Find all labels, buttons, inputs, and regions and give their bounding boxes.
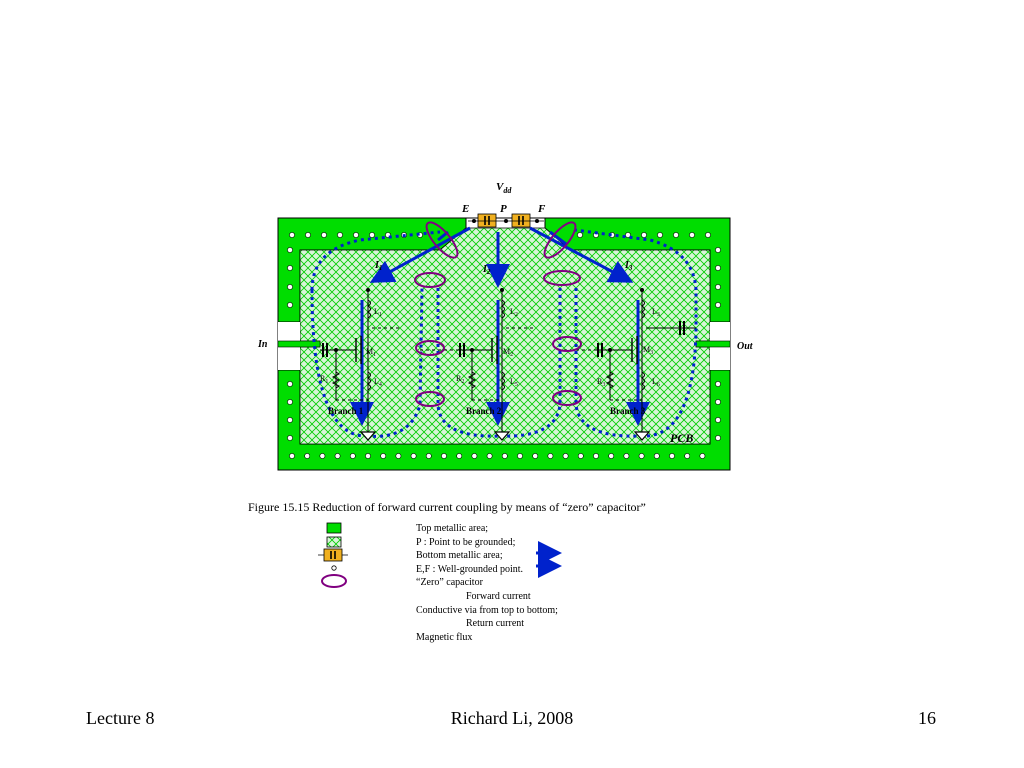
i1-label: $I_1$ bbox=[375, 260, 383, 272]
footer-page-number: 16 bbox=[918, 708, 936, 728]
via bbox=[700, 453, 705, 458]
via bbox=[715, 265, 720, 270]
i2-label: $I_2$ bbox=[483, 264, 491, 276]
legend-item: Bottom metallic area; bbox=[416, 550, 503, 562]
f-label: F bbox=[538, 203, 546, 215]
via bbox=[457, 453, 462, 458]
via bbox=[287, 284, 292, 289]
r3-label: $R_3$ bbox=[597, 377, 606, 388]
via bbox=[577, 232, 582, 237]
via bbox=[289, 232, 294, 237]
r1-label: $R_1$ bbox=[320, 374, 329, 385]
via bbox=[287, 302, 292, 307]
in-label: In bbox=[258, 339, 268, 350]
via bbox=[639, 453, 644, 458]
via bbox=[411, 453, 416, 458]
legend-item: Conductive via from top to bottom; bbox=[416, 604, 558, 616]
l5-label: $L_5$ bbox=[510, 377, 518, 388]
legend-top-metal-swatch bbox=[327, 523, 341, 533]
via bbox=[533, 453, 538, 458]
l3-label: $L_3$ bbox=[652, 307, 660, 318]
legend-item: “Zero” capacitor bbox=[416, 577, 483, 589]
legend-item: Magnetic flux bbox=[416, 631, 473, 643]
via bbox=[381, 453, 386, 458]
via bbox=[705, 232, 710, 237]
vdd-label: $V_{dd}$ bbox=[496, 181, 512, 195]
branch3-label: Branch 3 bbox=[610, 406, 646, 416]
via bbox=[641, 232, 646, 237]
via bbox=[287, 265, 292, 270]
via bbox=[321, 232, 326, 237]
via bbox=[426, 453, 431, 458]
legend-item: E,F : Well-grounded point. bbox=[416, 563, 524, 575]
legend-bottom-metal-swatch bbox=[327, 537, 341, 547]
via bbox=[353, 232, 358, 237]
via bbox=[657, 232, 662, 237]
via bbox=[715, 302, 720, 307]
via bbox=[624, 453, 629, 458]
via bbox=[715, 381, 720, 386]
p-label: P bbox=[500, 203, 507, 215]
via bbox=[287, 435, 292, 440]
legend-item: Top metallic area; bbox=[416, 523, 489, 534]
via bbox=[593, 453, 598, 458]
via bbox=[365, 453, 370, 458]
via bbox=[609, 453, 614, 458]
e-label: E bbox=[462, 203, 470, 215]
footer-lecture: Lecture 8 bbox=[86, 708, 155, 728]
via bbox=[287, 417, 292, 422]
legend bbox=[416, 522, 558, 644]
out-label: Out bbox=[737, 341, 753, 352]
legend-via-symbol bbox=[332, 566, 336, 570]
via bbox=[289, 453, 294, 458]
via bbox=[487, 453, 492, 458]
i3-label: $I_3$ bbox=[625, 260, 633, 272]
m2-label: $M_2$ bbox=[503, 347, 514, 358]
branch2-label: Branch 2 bbox=[466, 406, 502, 416]
via bbox=[287, 399, 292, 404]
via bbox=[320, 453, 325, 458]
via bbox=[715, 399, 720, 404]
via bbox=[685, 453, 690, 458]
via bbox=[441, 453, 446, 458]
via bbox=[502, 453, 507, 458]
via bbox=[548, 453, 553, 458]
via bbox=[287, 381, 292, 386]
via bbox=[669, 453, 674, 458]
branch1-label: Branch 1 bbox=[328, 406, 364, 416]
via bbox=[305, 232, 310, 237]
via bbox=[715, 247, 720, 252]
legend-item: Forward current bbox=[466, 590, 531, 602]
out-trace-2 bbox=[696, 341, 730, 347]
via bbox=[654, 453, 659, 458]
via bbox=[305, 453, 310, 458]
via bbox=[369, 232, 374, 237]
via bbox=[715, 284, 720, 289]
legend-item: P : Point to be grounded; bbox=[416, 536, 516, 548]
legend-capacitor-symbol bbox=[318, 549, 348, 561]
via bbox=[715, 435, 720, 440]
legend-item: Return current bbox=[466, 618, 525, 630]
l1-label: $L_1$ bbox=[374, 307, 382, 318]
via bbox=[287, 247, 292, 252]
via bbox=[563, 453, 568, 458]
via bbox=[396, 453, 401, 458]
l2-label: $L_2$ bbox=[510, 307, 518, 318]
via bbox=[673, 232, 678, 237]
l6-label: $L_6$ bbox=[652, 377, 660, 388]
legend-zero-cap-symbol bbox=[322, 575, 346, 587]
via bbox=[350, 453, 355, 458]
l4-label: $L_4$ bbox=[374, 377, 382, 388]
figure-caption: Figure 15.15 Reduction of forward current coupling by means of “zero” capacitor” bbox=[248, 500, 646, 514]
m1-label: $M_1$ bbox=[366, 347, 377, 358]
pcb-label: PCB bbox=[670, 431, 694, 445]
r2-label: $R_2$ bbox=[456, 374, 465, 385]
via bbox=[517, 453, 522, 458]
footer-author: Richard Li, 2008 bbox=[450, 708, 574, 728]
via bbox=[578, 453, 583, 458]
via bbox=[337, 232, 342, 237]
via bbox=[689, 232, 694, 237]
via bbox=[335, 453, 340, 458]
via bbox=[472, 453, 477, 458]
m3-label: $M_3$ bbox=[643, 345, 654, 356]
via bbox=[715, 417, 720, 422]
